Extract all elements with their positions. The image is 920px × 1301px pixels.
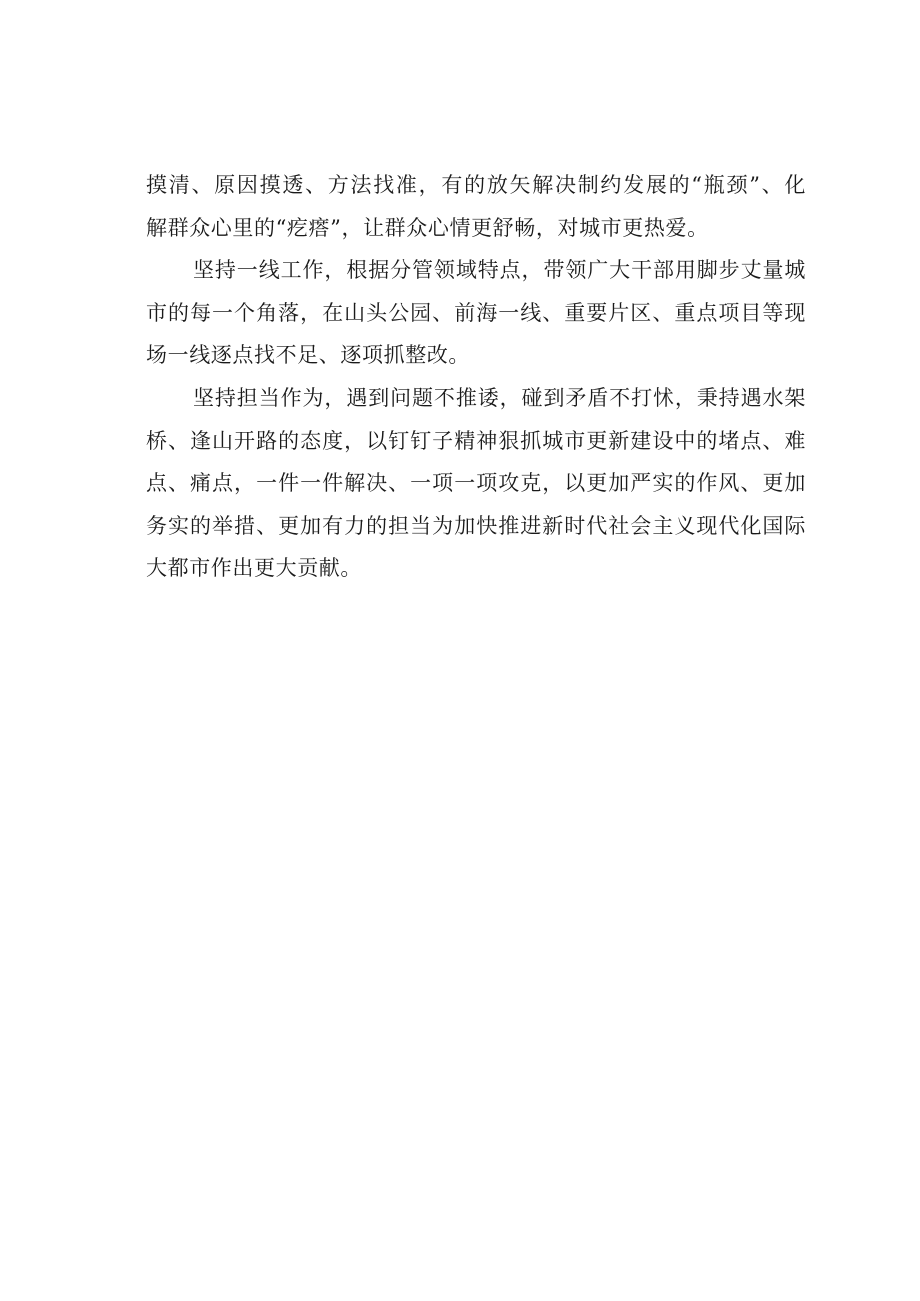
text-line: 务实的举措、更加有力的担当为加快推进新时代社会主义现代化国际 bbox=[146, 513, 806, 538]
text-line: 点、痛点，一件一件解决、一项一项攻克，以更加严实的作风、更加 bbox=[146, 471, 806, 496]
text-line: 大都市作出更大贡献。 bbox=[146, 556, 362, 581]
document-body bbox=[146, 164, 806, 590]
text-line: 场一线逐点找不足、逐项抓整改。 bbox=[146, 343, 470, 368]
text-line: 摸清、原因摸透、方法找准，有的放矢解决制约发展的“瓶颈”、化 bbox=[146, 173, 806, 197]
text-line: 解群众心里的“疙瘩”，让群众心情更舒畅，对城市更热爱。 bbox=[146, 215, 709, 240]
paragraph-responsibility bbox=[146, 377, 806, 590]
text-line: 市的每一个角落，在山头公园、前海一线、重要片区、重点项目等现 bbox=[146, 300, 806, 325]
paragraph-continuation bbox=[146, 164, 806, 249]
text-line: 坚持担当作为，遇到问题不推诿，碰到矛盾不打怵，秉持遇水架 bbox=[193, 385, 806, 410]
text-line: 桥、逢山开路的态度，以钉钉子精神狠抓城市更新建设中的堵点、难 bbox=[146, 428, 806, 453]
text-line: 坚持一线工作，根据分管领域特点，带领广大干部用脚步丈量城 bbox=[193, 258, 806, 283]
paragraph-frontline-work bbox=[146, 249, 806, 377]
